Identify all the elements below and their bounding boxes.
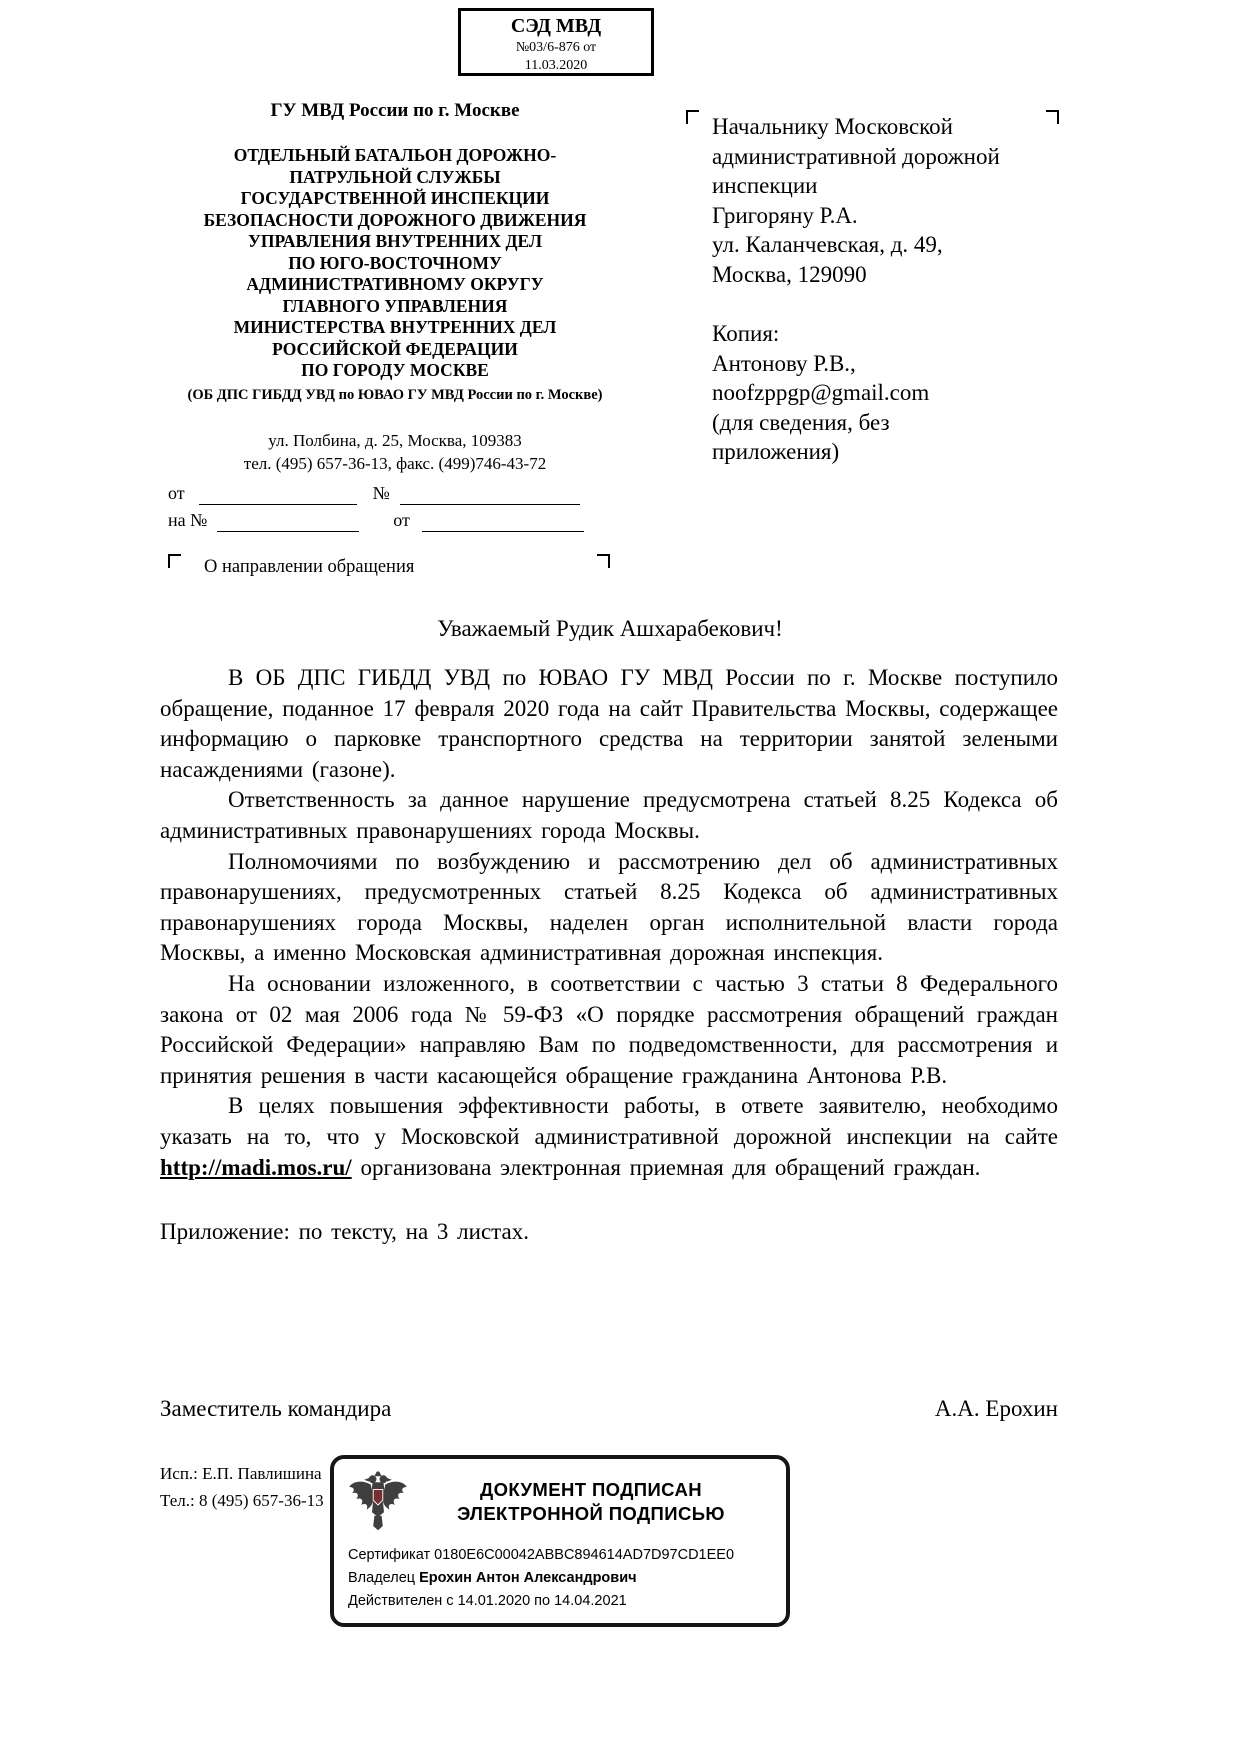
sender-org-line: АДМИНИСТРАТИВНОМУ ОКРУГУ xyxy=(246,274,544,294)
sender-org-abbreviation: (ОБ ДПС ГИБДД УВД по ЮВАО ГУ МВД России по г. Москве) xyxy=(187,386,603,403)
subject-corner-left-icon xyxy=(168,554,181,568)
subject-line: О направлении обращения xyxy=(204,557,415,577)
esign-validity-line: Действителен с 14.01.2020 по 14.04.2021 xyxy=(348,1593,627,1609)
copy-line: Копия: xyxy=(712,321,780,346)
reference-form xyxy=(168,478,610,532)
body-paragraph-2: Ответственность за данное нарушение предусмотрена статьей 8.25 Кодекса об административных правонарушениях города Москвы. xyxy=(160,787,1058,843)
sender-org-line: УПРАВЛЕНИЯ ВНУТРЕННИХ ДЕЛ xyxy=(247,231,543,251)
esign-title xyxy=(408,1478,774,1526)
addressee-line: Начальнику Московской xyxy=(712,114,953,139)
ref-on-number-line xyxy=(217,510,359,532)
copy-line: приложения) xyxy=(712,439,840,464)
esign-title-line-1: ДОКУМЕНТ ПОДПИСАН xyxy=(479,1479,703,1500)
ref-from-label: от xyxy=(168,483,185,503)
sed-stamp-number: №03/6-876 от xyxy=(515,40,597,55)
esign-owner-name: Ерохин Антон Александрович xyxy=(419,1570,637,1586)
signature-row xyxy=(160,1396,1058,1422)
closing-text-before: В целях повышения эффективности работы, в ответе заявителю, необходимо указать на то, что у Московской административной дорожной инспекции на сайте xyxy=(160,1093,1058,1149)
ref-number-line xyxy=(400,483,580,505)
sender-org-line: ПО ЮГО-ВОСТОЧНОМУ xyxy=(288,252,502,273)
addressee-line: административной дорожной xyxy=(712,143,1000,169)
sender-org-line: МИНИСТЕРСТВА ВНУТРЕННИХ ДЕЛ xyxy=(233,317,557,337)
ref-from-line xyxy=(199,483,357,505)
letter-body xyxy=(160,663,1058,1248)
signer-name: А.А. Ерохин xyxy=(934,1396,1058,1421)
ref-on-number-label: на № xyxy=(168,510,208,530)
esign-details xyxy=(348,1544,774,1613)
copy-recipient-email: noofzppgp@gmail.com xyxy=(712,380,930,405)
body-paragraph-5 xyxy=(160,1091,1058,1183)
ref-on-date-line xyxy=(422,510,584,532)
esign-certificate-value: 0180E6C00042ABBC894614AD7D97CD1EE0 xyxy=(434,1547,735,1563)
copy-line: (для сведения, без xyxy=(712,409,890,435)
addressee-line: Григоряну Р.А. xyxy=(712,202,858,228)
executor-phone: Тел.: 8 (495) 657-36-13 xyxy=(160,1491,324,1510)
closing-text-after: организована электронная приемная для обращений граждан. xyxy=(351,1154,981,1180)
copy-line: Антонову Р.В., xyxy=(712,350,856,376)
esign-title-line-2: ЭЛЕКТРОННОЙ ПОДПИСЬЮ xyxy=(457,1503,725,1524)
sender-contacts: тел. (495) 657-36-13, факс. (499)746-43-72 xyxy=(243,453,547,473)
executor-block xyxy=(160,1460,324,1514)
body-paragraph-4: На основании изложенного, в соответствии с частью 3 статьи 8 Федерального закона от 02 мая 2006 года № 59-ФЗ «О порядке рассмотрения обращений граждан Российской Федерации» направляю Вам по подведомственности, для рассмотрения и принятия решения в части касающейся обращение гражданина Антонова Р.В. xyxy=(160,970,1058,1088)
esign-header xyxy=(344,1467,774,1537)
addressee-line: инспекции xyxy=(712,173,818,198)
reference-form-row-1 xyxy=(168,478,610,505)
sed-stamp-date: 11.03.2020 xyxy=(509,57,603,76)
body-paragraph-1: В ОБ ДПС ГИБДД УВД по ЮВАО ГУ МВД России по г. Москве поступило обращение, поданное 17 февраля 2020 года на сайт Правительства Москвы, содержащее информацию о парковке транспортного средства на территории занятой зелеными насаждениями (газоне). xyxy=(160,665,1058,782)
esign-owner-line xyxy=(348,1567,774,1590)
ref-on-date-label: от xyxy=(393,510,410,530)
addressee-line: Москва, 129090 xyxy=(712,261,867,287)
esign-owner-label: Владелец xyxy=(348,1570,416,1586)
sender-org-name xyxy=(155,145,635,382)
sender-address: ул. Полбина, д. 25, Москва, 109383 xyxy=(268,430,522,450)
esign-certificate-label: Сертификат xyxy=(348,1547,431,1563)
sender-org-line: ОТДЕЛЬНЫЙ БАТАЛЬОН ДОРОЖНО- xyxy=(233,145,557,165)
sender-org-line: ГОСУДАРСТВЕННОЙ ИНСПЕКЦИИ xyxy=(240,188,550,208)
esign-certificate-line xyxy=(348,1544,774,1567)
addressee-block xyxy=(712,112,1064,467)
sender-org-line: БЕЗОПАСНОСТИ ДОРОЖНОГО ДВИЖЕНИЯ xyxy=(203,209,587,230)
sed-registration-stamp xyxy=(458,8,654,76)
sender-org-line: ПАТРУЛЬНОЙ СЛУЖБЫ xyxy=(289,166,501,187)
mvd-eagle-emblem-icon xyxy=(348,1467,408,1537)
sender-block xyxy=(155,100,635,475)
reference-form-row-2 xyxy=(168,505,610,532)
addressee-line: ул. Каланчевская, д. 49, xyxy=(712,232,943,257)
ref-number-label: № xyxy=(372,483,390,503)
copy-recipient-block xyxy=(712,319,1064,467)
attachment-note: Приложение: по тексту, на 3 листах. xyxy=(160,1219,529,1245)
executor-name: Исп.: Е.П. Павлишина xyxy=(160,1464,322,1483)
body-paragraph-3: Полномочиями по возбуждению и рассмотрению дел об административных правонарушениях, предусмотренных статьей 8.25 Кодекса об административных правонарушениях города Москвы, наделен орган исполнительной власти города Москвы, а именно Московская административная дорожная инспекция. xyxy=(160,848,1058,966)
sender-org-line: РОССИЙСКОЙ ФЕДЕРАЦИИ xyxy=(272,338,518,359)
subject-corner-right-icon xyxy=(597,554,610,568)
greeting-line: Уважаемый Рудик Ашхарабекович! xyxy=(437,616,783,641)
sed-stamp-title: СЭД МВД xyxy=(510,15,602,37)
signer-position: Заместитель командира xyxy=(160,1396,392,1421)
sender-org-line: ГЛАВНОГО УПРАВЛЕНИЯ xyxy=(282,295,508,316)
addressee-corner-left-icon xyxy=(686,110,699,124)
madi-site-link[interactable]: http://madi.mos.ru/ xyxy=(160,1154,352,1180)
sender-agency: ГУ МВД России по г. Москве xyxy=(270,100,520,121)
electronic-signature-stamp xyxy=(330,1455,790,1627)
sender-org-line: ПО ГОРОДУ МОСКВЕ xyxy=(301,360,489,380)
